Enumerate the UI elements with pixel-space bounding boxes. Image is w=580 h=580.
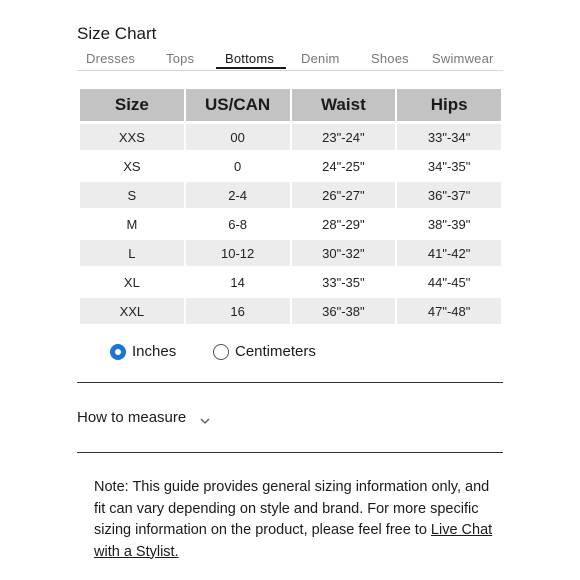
cell-size: S [80,182,184,208]
cell-hips: 41"-42" [397,240,501,266]
cell-size: XS [80,153,184,179]
inches-radio[interactable] [110,344,126,360]
table-row [80,269,501,295]
table-row [80,298,501,324]
tab-shoes[interactable]: Shoes [371,51,409,66]
cell-us-can: 0 [186,153,290,179]
table-row [80,124,501,150]
tab-swimwear[interactable]: Swimwear [432,51,494,66]
table-header-row [80,89,501,121]
cell-hips: 47"-48" [397,298,501,324]
cell-hips: 38"-39" [397,211,501,237]
centimeters-option[interactable] [213,343,316,360]
table-row [80,153,501,179]
live-chat-link[interactable]: Live Chat with a Stylist. [94,522,493,560]
inches-label: Inches [132,343,177,360]
cell-hips: 34"-35" [397,153,501,179]
cell-waist: 33"-35" [292,269,396,295]
inches-option[interactable] [110,343,176,360]
table-row [80,211,501,237]
centimeters-radio[interactable] [213,344,229,360]
divider-top [77,382,503,383]
cell-size: L [80,240,184,266]
cell-us-can: 14 [186,269,290,295]
how-to-measure-label: How to measure [77,409,187,426]
cell-us-can: 10-12 [186,240,290,266]
cell-waist: 30"-32" [292,240,396,266]
table-row [80,240,501,266]
column-header-us-can: US/CAN [186,89,290,121]
tab-bottoms[interactable]: Bottoms [225,51,275,66]
cell-size: XXS [80,124,184,150]
cell-hips: 33"-34" [397,124,501,150]
tab-denim[interactable]: Denim [301,51,340,66]
note-text: This guide provides general sizing information only, and fit can vary depending on style and brand. For more specific sizing information on the product, please feel free to [94,479,490,538]
cell-size: XL [80,269,184,295]
column-header-size: Size [80,89,184,121]
how-to-measure-toggle[interactable] [77,409,212,426]
cell-waist: 26"-27" [292,182,396,208]
chevron-down-icon [198,413,212,423]
note-prefix: Note: [94,479,129,495]
cell-waist: 36"-38" [292,298,396,324]
divider-bottom [77,452,503,453]
column-header-waist: Waist [292,89,396,121]
cell-waist: 24"-25" [292,153,396,179]
column-header-hips: Hips [397,89,501,121]
centimeters-label: Centimeters [235,343,316,360]
cell-us-can: 6-8 [186,211,290,237]
tab-tops[interactable]: Tops [166,51,195,66]
cell-hips: 36"-37" [397,182,501,208]
table-row [80,182,501,208]
cell-hips: 44"-45" [397,269,501,295]
cell-us-can: 16 [186,298,290,324]
cell-waist: 23"-24" [292,124,396,150]
tab-dresses[interactable]: Dresses [86,51,136,66]
size-chart-title: Size Chart [77,24,157,43]
cell-size: XXL [80,298,184,324]
cell-us-can: 2-4 [186,182,290,208]
cell-us-can: 00 [186,124,290,150]
size-table [78,86,503,327]
sizing-note [94,477,494,563]
cell-waist: 28"-29" [292,211,396,237]
category-tabs [77,50,503,71]
cell-size: M [80,211,184,237]
active-tab-indicator [216,67,286,69]
